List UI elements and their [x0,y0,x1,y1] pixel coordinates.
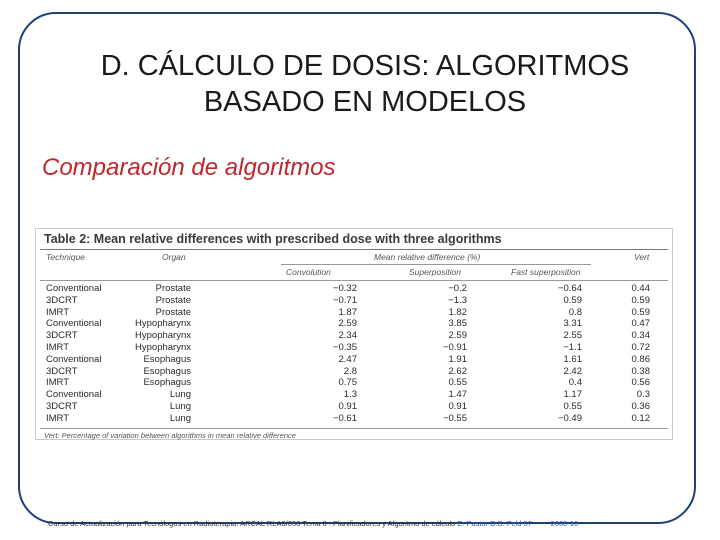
technique-cell: IMRT [46,341,70,353]
organ-cell: Esophagus [143,377,191,389]
organ-cell: Prostate [155,294,191,306]
table-row [36,413,672,425]
table-row [36,377,672,389]
vert-cell: 0.36 [631,400,650,412]
technique-cell: 3DCRT [46,294,78,306]
convolution-cell: 2.47 [338,353,357,365]
table-row [36,401,672,413]
vert-cell: 0.44 [631,283,650,294]
vert-cell: 0.59 [631,294,650,306]
convolution-cell: −0.35 [332,341,357,353]
technique-cell: Conventional [46,283,102,294]
slide-footer [48,519,578,528]
convolution-cell: −0.32 [332,283,357,294]
footer-authors: E. Pastor D.B. Feld 57 [457,519,532,528]
table-body [36,283,672,425]
caption-rule [40,249,668,250]
convolution-cell: 0.75 [338,377,357,389]
vert-cell: 0.86 [631,353,650,365]
organ-cell: Hypopharynx [135,341,191,353]
technique-cell: 3DCRT [46,365,78,377]
footer-course: Curso de Actualización para Tecnólogos en Radioterapia. ARCAL RLA6/058 Tema 8 : Planificadores y Algoritmo de cálculo [48,519,456,528]
organ-cell: Lung [169,400,191,412]
superposition-cell: 1.47 [448,389,467,401]
fast-superposition-cell: −0.64 [557,283,582,294]
table-footnote: Vert: Percentage of variation between algorithms in mean relative difference [44,431,296,440]
organ-cell: Hypopharynx [135,318,191,330]
superposition-cell: −0.2 [448,283,467,294]
convolution-cell: 2.8 [343,365,357,377]
table-row [36,283,672,295]
results-table [35,228,673,440]
technique-cell: 3DCRT [46,330,78,342]
technique-cell: IMRT [46,377,70,389]
convolution-cell: 1.3 [343,389,357,401]
technique-cell: Conventional [46,389,102,401]
vert-cell: 0.56 [631,377,650,389]
vert-cell: 0.3 [636,389,650,401]
convolution-cell: −0.61 [332,412,357,424]
vert-cell: 0.72 [631,341,650,353]
superposition-cell: 1.82 [448,306,467,318]
superposition-cell: 3.85 [448,318,467,330]
slide-title [40,48,690,120]
fast-superposition-cell: 0.55 [563,400,582,412]
fast-superposition-cell: 0.59 [563,294,582,306]
superposition-cell: 2.62 [448,365,467,377]
technique-cell: IMRT [46,412,70,424]
table-row [36,389,672,401]
technique-cell: Conventional [46,318,102,330]
fast-superposition-cell: 0.4 [568,377,582,389]
fast-superposition-cell: 3.31 [563,318,582,330]
fast-superposition-cell: 2.42 [563,365,582,377]
header-convolution: Convolution [286,267,331,277]
technique-cell: IMRT [46,306,70,318]
superposition-cell: 1.91 [448,353,467,365]
header-fast-superposition: Fast superposition [511,267,581,277]
convolution-cell: −0.71 [332,294,357,306]
table-caption: Table 2: Mean relative differences with prescribed dose with three algorithms [44,232,502,246]
title-line-2: BASADO EN MODELOS [203,86,527,118]
superposition-cell: 2.59 [448,330,467,342]
table-row [36,354,672,366]
header-superposition: Superposition [409,267,461,277]
header-technique: Technique [46,252,85,262]
technique-cell: Conventional [46,353,102,365]
convolution-cell: 1.87 [338,306,357,318]
header-group: Mean relative difference (%) [374,252,481,262]
fast-superposition-cell: −1.1 [563,341,582,353]
fast-superposition-cell: 1.61 [563,353,582,365]
vert-cell: 0.34 [631,330,650,342]
footer-year: 2008-10 [550,519,579,528]
superposition-cell: −1.3 [448,294,467,306]
header-rule [40,280,668,281]
table-row [36,330,672,342]
convolution-cell: 0.91 [338,400,357,412]
superposition-cell: −0.91 [442,341,467,353]
convolution-cell: 2.59 [338,318,357,330]
table-row [36,318,672,330]
superposition-cell: 0.91 [448,400,467,412]
organ-cell: Esophagus [143,353,191,365]
superposition-cell: −0.55 [442,412,467,424]
table-row [36,295,672,307]
vert-cell: 0.47 [631,318,650,330]
organ-cell: Prostate [155,283,191,294]
vert-cell: 0.38 [631,365,650,377]
convolution-cell: 2.34 [338,330,357,342]
fast-superposition-cell: 0.8 [568,306,582,318]
vert-cell: 0.12 [631,412,650,424]
slide-subtitle: Comparación de algoritmos [42,154,336,181]
title-line-1: D. CÁLCULO DE DOSIS: ALGORITMOS [100,50,630,82]
header-vert: Vert [634,252,650,262]
vert-cell: 0.59 [631,306,650,318]
organ-cell: Lung [169,412,191,424]
table-row [36,307,672,319]
table-row [36,366,672,378]
organ-cell: Esophagus [143,365,191,377]
organ-cell: Hypopharynx [135,330,191,342]
superposition-cell: 0.55 [448,377,467,389]
technique-cell: 3DCRT [46,400,78,412]
header-organ: Organ [162,252,186,262]
bottom-rule [40,428,668,429]
organ-cell: Prostate [155,306,191,318]
fast-superposition-cell: 2.55 [563,330,582,342]
table-row [36,342,672,354]
fast-superposition-cell: −0.49 [557,412,582,424]
fast-superposition-cell: 1.17 [563,389,582,401]
group-rule [281,264,591,265]
organ-cell: Lung [169,389,191,401]
